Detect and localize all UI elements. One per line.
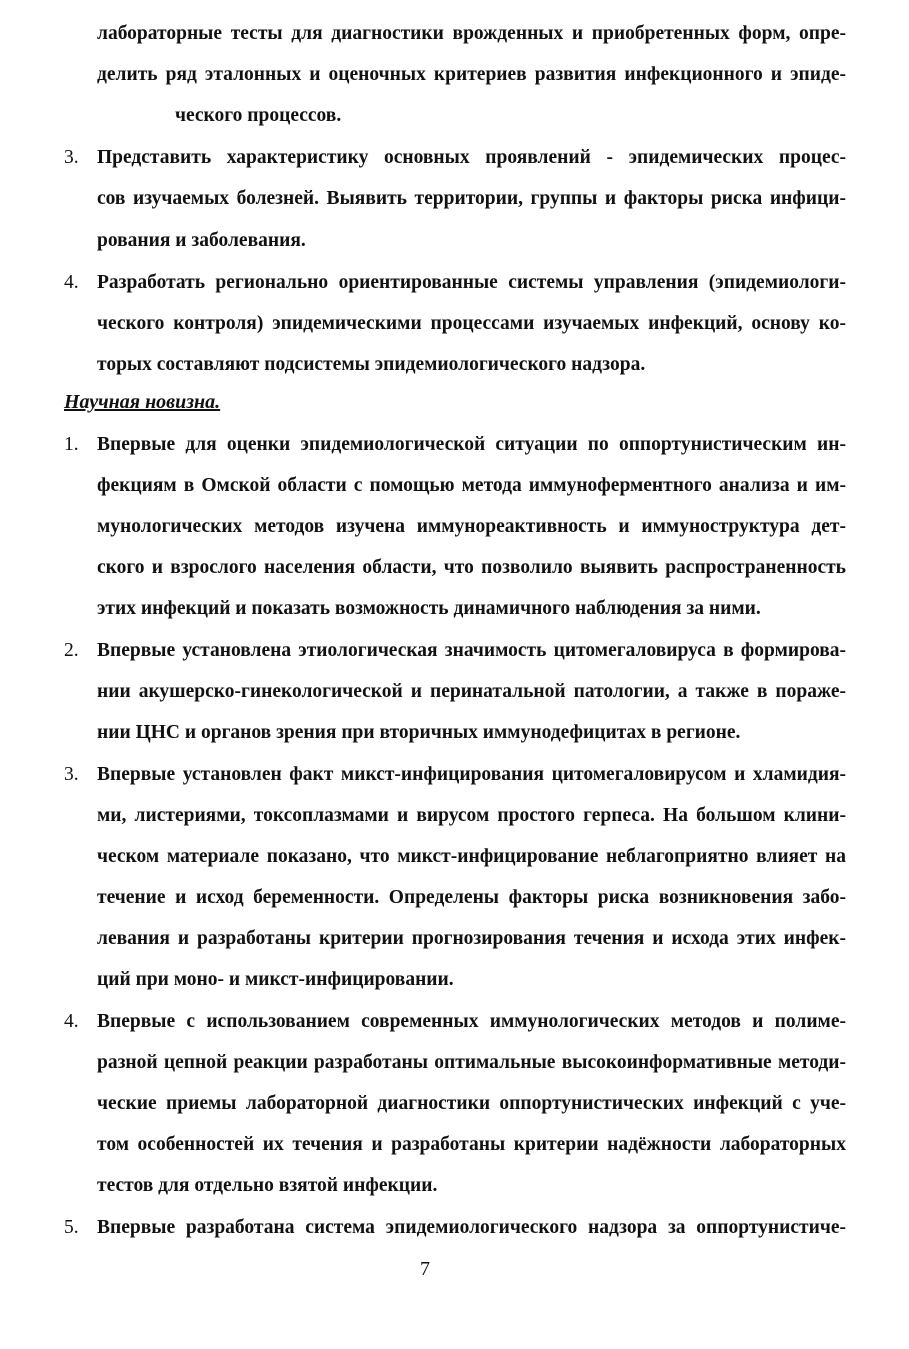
paragraph-line: фекциям в Омской области с помощью метода иммуноферментного анализа и им-: [97, 475, 846, 496]
paragraph-line: разной цепной реакции разработаны оптимальные высокоинформативные методи-: [97, 1052, 846, 1073]
paragraph-line: Представить характеристику основных проявлений - эпидемических процес-: [97, 147, 846, 168]
paragraph-line: этих инфекций и показать возможность динамичного наблюдения за ними.: [97, 598, 761, 619]
paragraph-line: торых составляют подсистемы эпидемиологического надзора.: [97, 354, 646, 375]
paragraph-line: Впервые для оценки эпидемиологической ситуации по оппортунистическим ин-: [97, 434, 846, 455]
list-number: 4.: [64, 272, 79, 293]
list-number: 2.: [64, 640, 79, 661]
paragraph-line: нии ЦНС и органов зрения при вторичных иммунодефицитах в регионе.: [97, 722, 741, 743]
paragraph-line: ций при моно- и микст-инфицировании.: [97, 969, 454, 990]
list-number: 3.: [64, 147, 79, 168]
list-number: 4.: [64, 1011, 79, 1032]
paragraph-line: нии акушерско-гинекологической и перинатальной патологии, а также в пораже-: [97, 681, 846, 702]
paragraph-line: левания и разработаны критерии прогнозирования течения и исхода этих инфек-: [97, 928, 846, 949]
page-number: 7: [420, 1258, 430, 1280]
paragraph-line: Впервые установлена этиологическая значимость цитомегаловируса в формирова-: [97, 640, 846, 661]
paragraph-line: мунологических методов изучена иммунореактивность и иммуноструктура дет-: [97, 516, 846, 537]
paragraph-line: ческие приемы лабораторной диагностики оппортунистических инфекций с уче-: [97, 1093, 846, 1114]
list-number: 1.: [64, 434, 79, 455]
paragraph-line: ми, листериями, токсоплазмами и вирусом простого герпеса. На большом клини-: [97, 805, 846, 826]
paragraph-line: ского и взрослого населения области, что позволило выявить распространенность: [97, 557, 846, 578]
paragraph-line: рования и заболевания.: [97, 230, 306, 251]
paragraph-line: делить ряд эталонных и оценочных критериев развития инфекционного и эпиде-: [97, 64, 846, 85]
paragraph-line: Впервые с использованием современных иммунологических методов и полиме-: [97, 1011, 846, 1032]
paragraph-line: том особенностей их течения и разработаны критерии надёжности лабораторных: [97, 1134, 846, 1155]
paragraph-line: ческого контроля) эпидемическими процессами изучаемых инфекций, основу ко-: [97, 313, 846, 334]
paragraph-line: Впервые разработана система эпидемиологического надзора за оппортунистиче-: [97, 1217, 846, 1238]
paragraph-line: течение и исход беременности. Определены факторы риска возникновения забо-: [97, 887, 846, 908]
section-heading: Научная новизна.: [64, 391, 221, 413]
paragraph-line: Разработать регионально ориентированные системы управления (эпидемиологи-: [97, 272, 846, 293]
paragraph-line: Впервые установлен факт микст-инфицирования цитомегаловирусом и хламидия-: [97, 764, 846, 785]
paragraph-line: лабораторные тесты для диагностики врожденных и приобретенных форм, опре-: [97, 23, 846, 44]
paragraph-line: ческом материале показано, что микст-инфицирование неблагоприятно влияет на: [97, 846, 846, 867]
list-number: 3.: [64, 764, 79, 785]
paragraph-line: сов изучаемых болезней. Выявить территории, группы и факторы риска инфици-: [97, 188, 846, 209]
paragraph-line: тестов для отдельно взятой инфекции.: [97, 1175, 438, 1196]
list-number: 5.: [64, 1217, 79, 1238]
paragraph-line: ческого процессов.: [175, 105, 342, 126]
